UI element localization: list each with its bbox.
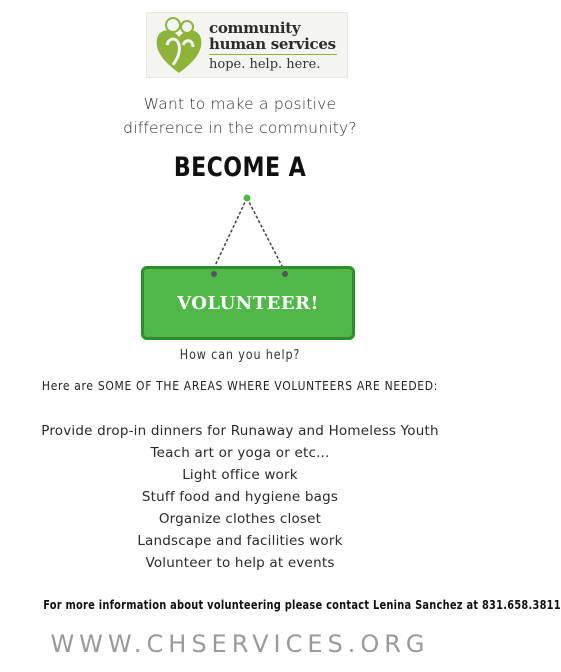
list-item: Stuff food and hygiene bags xyxy=(141,489,339,505)
areas-intro: Here are SOME OF THE AREAS WHERE VOLUNTEERS ARE NEEDED: xyxy=(41,378,439,393)
hanger-nail-icon xyxy=(244,195,251,202)
screw-right-icon xyxy=(282,271,288,277)
sign-screws xyxy=(144,269,352,289)
contact-info: For more information about volunteering please contact Lenina Sanchez at 831.658.3811 xyxy=(43,598,561,612)
how-can-you-help: How can you help? xyxy=(179,348,301,363)
hanger-chain-left xyxy=(213,198,247,270)
logo-text-line1: community xyxy=(209,19,301,37)
logo-tagline: hope. help. here. xyxy=(209,57,321,72)
list-item: Volunteer to help at events xyxy=(145,555,335,571)
list-item: Teach art or yoga or etc... xyxy=(150,445,330,461)
list-item: Light office work xyxy=(182,467,298,483)
sign-hanger xyxy=(0,0,480,290)
screw-left-icon xyxy=(211,271,217,277)
intro-line2: difference in the community? xyxy=(123,119,357,137)
hanger-chain-right xyxy=(247,198,284,270)
intro-line1: Want to make a positive xyxy=(143,95,337,113)
list-item: Provide drop-in dinners for Runaway and Homeless Youth xyxy=(41,423,439,439)
sign-label: VOLUNTEER! xyxy=(177,293,319,314)
volunteer-sign xyxy=(141,266,355,340)
website-link[interactable]: WWW.CHSERVICES.ORG xyxy=(50,630,430,658)
list-item: Landscape and facilities work xyxy=(137,533,343,549)
list-item: Organize clothes closet xyxy=(158,511,322,527)
become-heading: BECOME A xyxy=(173,152,307,183)
areas-list xyxy=(0,420,480,574)
logo-text-line2: human services xyxy=(209,35,336,53)
